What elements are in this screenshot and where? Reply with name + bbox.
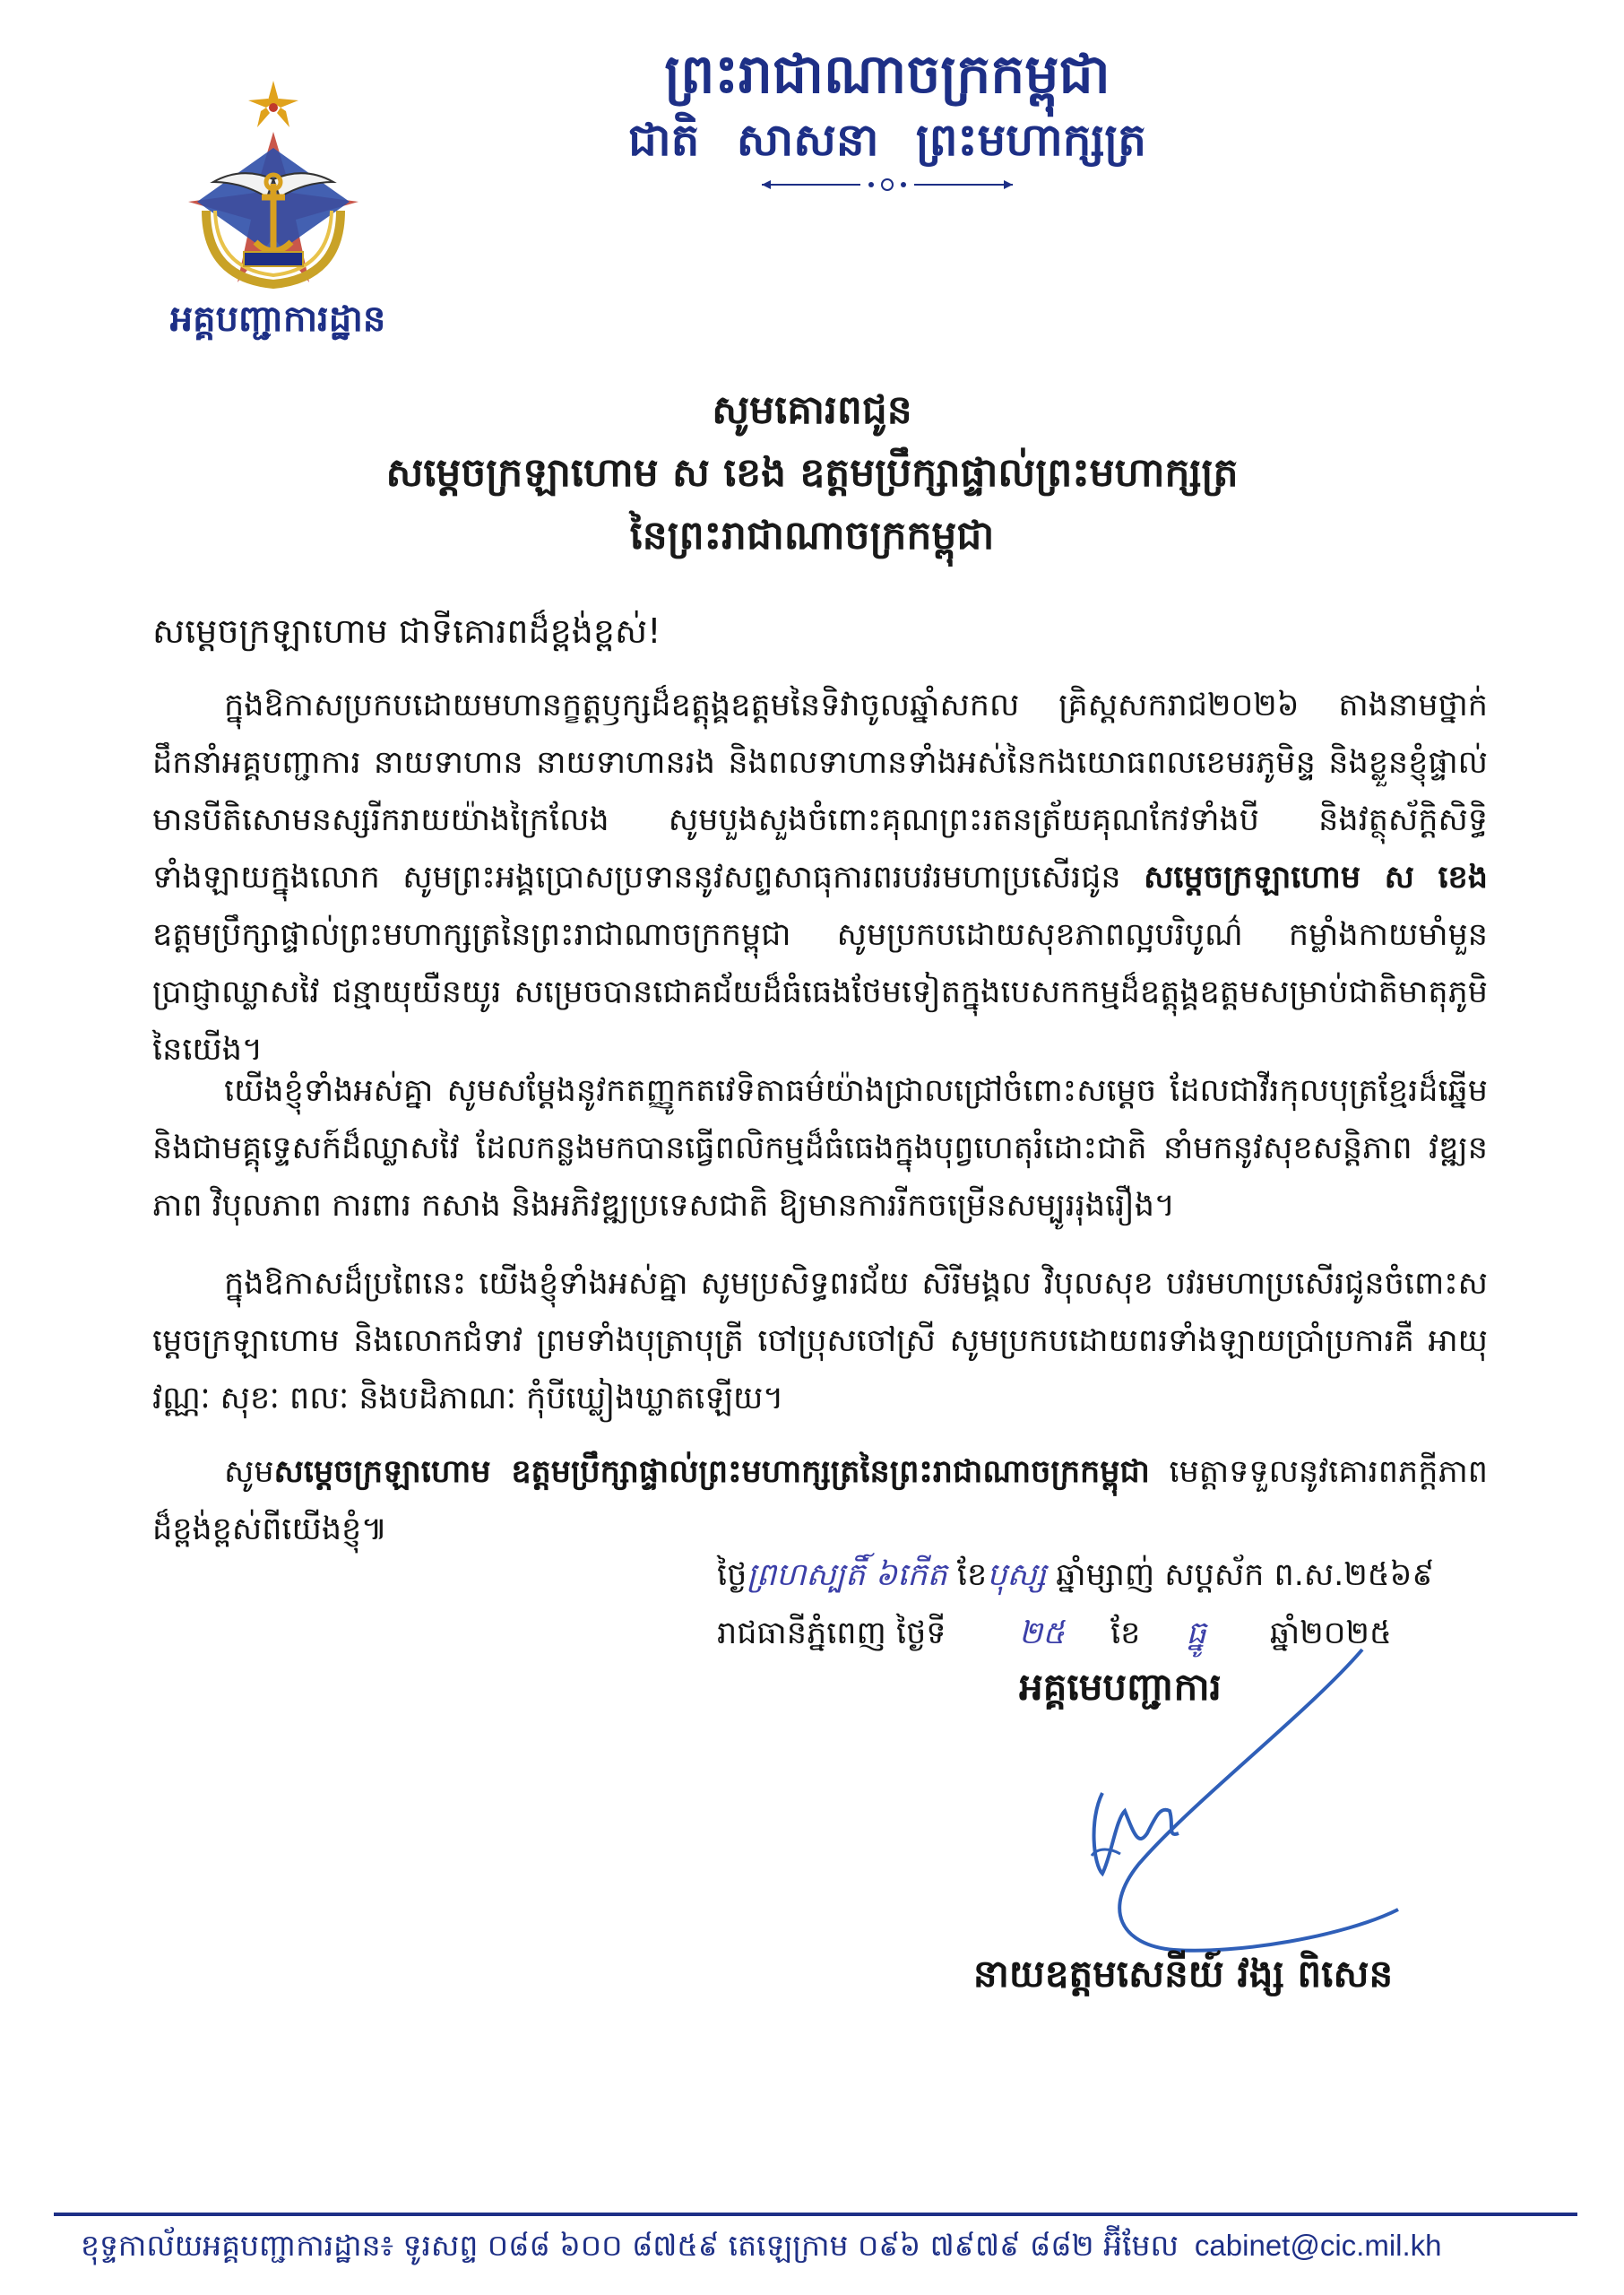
unit-name: អគ្គបញ្ជាការដ្ឋាន (169, 299, 386, 340)
year-value: ឆ្នាំ២០២៥ (1269, 1615, 1392, 1651)
military-emblem-icon (143, 76, 403, 300)
lunar-month-prefix: ខែ (956, 1557, 988, 1593)
recipient-line-1: សូមគោរពជូន (712, 387, 912, 433)
footer-contact (81, 2228, 1568, 2271)
paragraph-4-bold: សម្តេចក្រឡាហោម ឧត្តមប្រឹក្សាផ្ទាល់ព្រះមហាក្សត្រនៃព្រះរាជាណាចក្រកម្ពុជា (273, 1454, 1150, 1490)
signer-title: អគ្គមេបញ្ជាការ (1019, 1665, 1222, 1709)
month-prefix: ខែ (1110, 1615, 1141, 1651)
month-value: ធ្នូ (1186, 1615, 1206, 1651)
lunar-date-line (717, 1555, 1434, 1601)
footer-contact-text: ខុទ្ទកាល័យអគ្គបញ្ជាការដ្ឋាន៖ ទូរសព្ទ ០៨៨ ៦០០ ៨៧៥៩ តេឡេក្រាម ០៩៦ ៧៩៧៩ ៨៨២ អ៊ីមែល (81, 2228, 1179, 2263)
paragraph-1-text-a: ក្នុងឱកាសប្រកបដោយមហានក្ខត្តឫក្សដ៏ឧត្តុង្គឧត្តមនៃទិវាចូលឆ្នាំសកល គ្រិស្តសករាជ២០២៦ តាងនាមថ្នាក់ដឹកនាំអគ្គបញ្ជាការ នាយទាហាន នាយទាហានរង និងពលទាហានទាំងអស់នៃកងយោធពលខេមរភូមិន្ទ និងខ្លួនខ្ញុំផ្ទាល់ មានបីតិសោមនស្សរីករាយយ៉ាងក្រៃលែង សូមបួងសួងចំពោះគុណព្រះរតនត្រ័យគុណកែវទាំងបី និងវត្ថុស័ក្តិសិទ្ធិទាំងឡាយក្នុងលោក សូមព្រះអង្គប្រោសប្រទាននូវសព្ទសាធុការពរបវរមហាប្រសើរជូន (152, 688, 1488, 896)
ornament-divider-icon (762, 175, 1013, 195)
handwritten-signature-icon (968, 1641, 1434, 1981)
paragraph-4 (152, 1443, 1488, 1558)
day-value: ២៥ (1018, 1615, 1065, 1651)
paragraph-1 (152, 677, 1488, 1078)
paragraph-3: ក្នុងឱកាសដ៏ប្រពៃនេះ យើងខ្ញុំទាំងអស់គ្នា សូមប្រសិទ្ធពរជ័យ សិរីមង្គល វិបុលសុខ បវរមហាប្រសើរជូនចំពោះសម្តេចក្រឡាហោម និងលោកជំទាវ ព្រមទាំងបុត្រាបុត្រី ចៅប្រុសចៅស្រី សូមប្រកបដោយពរទាំងឡាយប្រាំប្រការគឺ អាយុ វណ្ណៈ សុខៈ ពលៈ និងបដិភាណៈ កុំបីឃ្លៀងឃ្លាតឡើយ។ (152, 1266, 1488, 1416)
recipient-line-2: សម្តេចក្រឡាហោម ស ខេង ឧត្តមប្រឹក្សាផ្ទាល់ព្រះមហាក្សត្រ (385, 450, 1239, 496)
kingdom-title: ព្រះរាជាណាចក្រកម្ពុជា (664, 43, 1110, 106)
lunar-prefix: ថ្ងៃ (717, 1557, 747, 1593)
paragraph-2: យើងខ្ញុំទាំងអស់គ្នា សូមសម្តែងនូវកតញ្ញូកតវេទិតាធម៌យ៉ាងជ្រាលជ្រៅចំពោះសម្តេច ដែលជាវីរកុលបុត្រខ្មែរដ៏ឆ្នើម និងជាមគ្គុទ្ទេសក៍ដ៏ឈ្លាសវៃ ដែលកន្លងមកបានធ្វើពលិកម្មដ៏ធំធេងក្នុងបុព្វហេតុរំដោះជាតិ នាំមកនូវសុខសន្តិភាព វឌ្ឍនភាព វិបុលភាព ការពារ កសាង និងអភិវឌ្ឍប្រទេសជាតិ ឱ្យមានការរីកចម្រើនសម្បូររុងរឿង។ (152, 1073, 1488, 1224)
signer-name: នាយឧត្តមសេនីយ៍ វង្ស ពិសេន (972, 1952, 1394, 1996)
paragraph-1-text-b: ឧត្តមប្រឹក្សាផ្ទាល់ព្រះមហាក្សត្រនៃព្រះរាជាណាចក្រកម្ពុជា សូមប្រកបដោយសុខភាពល្អបរិបូណ៌ កម្លាំងកាយមាំមួន ប្រាជ្ញាឈ្លាសវៃ ជន្មាយុយឺនយូរ សម្រេចបានជោគជ័យដ៏ធំធេងថែមទៀតក្នុងបេសកកម្មដ៏ឧត្តុង្គឧត្តមសម្រាប់ជាតិមាតុភូមិនៃយើង។ (152, 917, 1488, 1068)
paragraph-4-text-a: សូម (224, 1454, 274, 1490)
national-motto: ជាតិ សាសនា ព្រះមហាក្សត្រ (628, 114, 1146, 166)
lunar-day: ព្រហស្បតិ៍ ៦កើត (747, 1557, 947, 1593)
lunar-month: បុស្ស (987, 1557, 1047, 1593)
recipient-line-3: នៃព្រះរាជាណាចក្រកម្ពុជា (629, 513, 995, 559)
place-day-prefix: រាជធានីភ្នំពេញ ថ្ងៃទី (717, 1615, 946, 1651)
paragraph-1-bold: សម្តេចក្រឡាហោម ស ខេង (1144, 860, 1488, 896)
paragraph-4-text-b: មេត្តាទទួលនូវគោរពភក្តីភាពដ៏ខ្ពង់ខ្ពស់ពីយើងខ្ញុំ៕ (152, 1454, 1488, 1547)
lunar-year: ឆ្នាំម្សាញ់ សប្តស័ក ព.ស.២៥៦៩ (1056, 1557, 1435, 1593)
footer-email-link[interactable]: cabinet@cic.mil.kh (1194, 2229, 1442, 2262)
footer-divider (54, 2213, 1577, 2216)
salutation: សម្តេចក្រឡាហោម ជាទីគោរពដ៏ខ្ពង់ខ្ពស់! (152, 611, 661, 651)
